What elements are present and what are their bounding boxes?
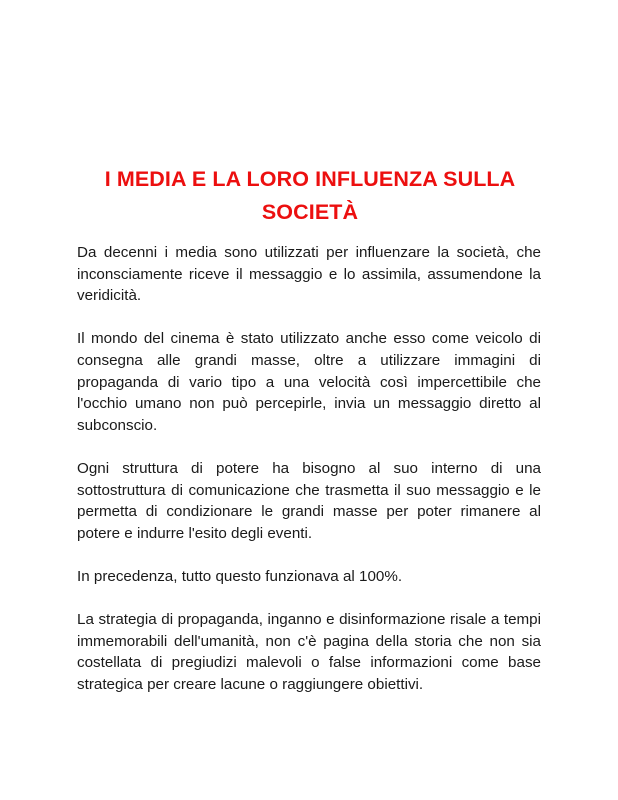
paragraph: Il mondo del cinema è stato utilizzato anche esso come veicolo di consegna alle grandi masse, oltre a utilizzare immagini di propaganda di vario tipo a una velocità così impercettibile che l'occhio umano non può percepirle, invia un messaggio diretto al subconscio.: [77, 330, 541, 434]
paragraph: Da decenni i media sono utilizzati per influenzare la società, che inconsciamente riceve il messaggio e lo assimila, assumendone la veridicità.: [77, 244, 541, 305]
page-title: I MEDIA E LA LORO INFLUENZA SULLA SOCIETÀ: [104, 167, 516, 224]
paragraph: Ogni struttura di potere ha bisogno al suo interno di una sottostruttura di comunicazione che trasmetta il suo messaggio e le permetta di condizionare le grandi masse per poter rimanere al potere e indurre l'esito degli eventi.: [77, 459, 541, 542]
paragraph: La strategia di propaganda, inganno e disinformazione risale a tempi immemorabili dell'umanità, non c'è pagina della storia che non sia costellata di pregiudizi malevoli o false informazioni come base strategica per creare lacune o raggiungere obiettivi.: [77, 611, 541, 693]
paragraph: In precedenza, tutto questo funzionava al 100%.: [77, 567, 403, 585]
document-body: [77, 242, 541, 717]
